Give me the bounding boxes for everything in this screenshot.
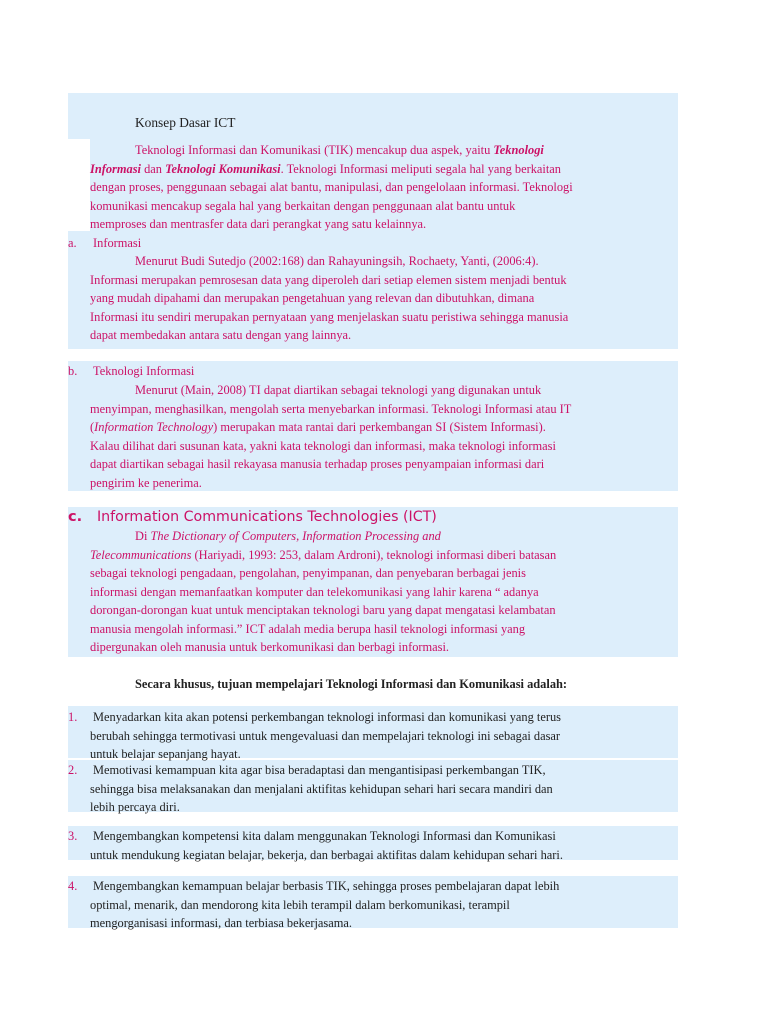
text-run: Menurut Budi Sutedjo (2002:168) dan Rahayuningsih, Rochaety, Yanti, (2006:4). bbox=[135, 254, 539, 268]
goal-item bbox=[90, 877, 678, 933]
goal-marker: 4. bbox=[68, 879, 78, 893]
text-run: manusia mengolah informasi.” ICT adalah media berupa hasil teknologi informasi yang bbox=[90, 621, 526, 636]
text-run: komunikasi mencakup segala hal yang berkaitan dengan penggunaan alat bantu untuk bbox=[90, 198, 516, 213]
section-b-heading: Teknologi Informasi bbox=[93, 364, 195, 378]
page-title: Konsep Dasar ICT bbox=[135, 115, 236, 130]
paragraph-line bbox=[90, 638, 678, 657]
text-run: dapat membedakan antara satu dengan yang lainnya. bbox=[90, 328, 352, 342]
paragraph-line bbox=[90, 308, 678, 327]
goal-line: Mengembangkan kompetensi kita dalam menggunakan Teknologi Informasi dan Komunikasi bbox=[93, 829, 556, 843]
section-a-paragraph bbox=[90, 252, 678, 345]
text-run: yang mudah dipahami dan merupakan pengetahuan yang relevan dan dibutuhkan, dimana bbox=[90, 291, 535, 305]
paragraph-line bbox=[90, 215, 678, 234]
text-run: Di bbox=[135, 529, 151, 543]
goal-line: Memotivasi kemampuan kita agar bisa beradaptasi dan mengantisipasi perkembangan TIK, bbox=[93, 763, 546, 777]
text-run: menyimpan, menghasilkan, mengolah serta menyebarkan informasi. Teknologi Informasi atau IT bbox=[90, 401, 572, 416]
text-run: informasi dengan memanfaatkan komputer dan telekomunikasi yang lahir karena “ adanya bbox=[90, 584, 539, 599]
goal-item bbox=[90, 761, 678, 817]
goal-line: lebih percaya diri. bbox=[90, 800, 180, 814]
paragraph-line bbox=[90, 381, 678, 400]
paragraph-line bbox=[90, 418, 678, 437]
text-run: memproses dan mentrasfer data dari perangkat yang satu kelainnya. bbox=[90, 217, 427, 231]
paragraph-line bbox=[90, 546, 678, 565]
goal-line: untuk mendukung kegiatan belajar, bekerja, dan berbagai aktifitas dalam kehidupan sehari hari. bbox=[90, 847, 563, 862]
goal-marker: 1. bbox=[68, 710, 78, 724]
paragraph-line bbox=[90, 564, 678, 583]
text-run: . Teknologi Informasi meliputi segala hal yang berkaitan bbox=[280, 161, 561, 176]
text-run: dorongan-dorongan kuat untuk menciptakan teknologi baru yang dapat mengatasi kelambatan bbox=[90, 603, 556, 617]
text-run: Menurut (Main, 2008) TI dapat diartikan sebagai teknologi yang digunakan untuk bbox=[135, 383, 542, 397]
section-c-marker: c. bbox=[68, 509, 83, 525]
text-run: Informasi bbox=[90, 161, 141, 176]
paragraph-line bbox=[90, 160, 678, 179]
text-run: dengan proses, penggunaan sebagai alat bantu, manipulasi, dan pengelolaan informasi. Teknologi bbox=[90, 180, 573, 194]
text-run: Teknologi Informasi dan Komunikasi (TIK) mencakup dua aspek, yaitu bbox=[135, 143, 494, 157]
text-run: ) merupakan mata rantai dari perkembangan SI (Sistem Informasi). bbox=[213, 420, 546, 434]
text-run: Telecommunications bbox=[90, 547, 192, 562]
text-run: Teknologi Komunikasi bbox=[165, 161, 281, 176]
text-run: (Hariyadi, 1993: 253, dalam Ardroni), teknologi informasi diberi batasan bbox=[191, 547, 557, 562]
text-run: ( bbox=[90, 420, 95, 434]
goal-line: berubah sehingga termotivasi untuk mengevaluasi dan mempelajari teknologi ini sebagai dasar bbox=[90, 728, 561, 743]
paragraph-line bbox=[90, 271, 678, 290]
section-b-paragraph bbox=[90, 381, 678, 492]
text-run: dipergunakan oleh manusia untuk berkomunikasi dan berbagi informasi. bbox=[90, 640, 450, 654]
paragraph-line bbox=[90, 400, 678, 419]
text-run: Informasi merupakan pemrosesan data yang diperoleh dari setiap elemen sistem menjadi bentuk bbox=[90, 272, 567, 287]
goal-marker: 2. bbox=[68, 763, 78, 777]
text-run: Information Technology bbox=[94, 420, 214, 434]
paragraph-line bbox=[90, 620, 678, 639]
paragraph-line bbox=[90, 474, 678, 493]
goal-line: sehingga bisa melaksanakan dan menjalani aktifitas kehidupan sehari hari secara mandiri dan bbox=[90, 781, 553, 796]
paragraph-line bbox=[90, 197, 678, 216]
goal-line: optimal, menarik, dan mendorong kita lebih terampil dalam berkomunikasi, terampil bbox=[90, 897, 510, 912]
section-b-marker: b. bbox=[68, 364, 78, 378]
text-run: dan bbox=[140, 161, 166, 176]
paragraph-line bbox=[90, 289, 678, 308]
intro-paragraph bbox=[90, 141, 678, 234]
paragraph-line bbox=[90, 437, 678, 456]
paragraph-line bbox=[90, 141, 678, 160]
goal-item bbox=[90, 827, 678, 864]
paragraph-line bbox=[90, 178, 678, 197]
text-run: Informasi itu sendiri merupakan pernyataan yang menjelaskan suatu peristiwa sehingga manusia bbox=[90, 309, 569, 324]
section-a-marker: a. bbox=[68, 236, 77, 250]
goal-marker: 3. bbox=[68, 829, 78, 843]
goal-line: Mengembangkan kemampuan belajar berbasis TIK, sehingga proses pembelajaran dapat lebih bbox=[93, 879, 560, 893]
section-c-paragraph bbox=[90, 527, 678, 657]
goal-line: Menyadarkan kita akan potensi perkembangan teknologi informasi dan komunikasi yang terus bbox=[93, 710, 561, 724]
text-run: The Dictionary of Computers, Information Processing and bbox=[150, 529, 441, 543]
goal-line: untuk belajar sepanjang hayat. bbox=[90, 747, 241, 761]
text-run: Teknologi bbox=[493, 143, 544, 157]
paragraph-line bbox=[90, 601, 678, 620]
paragraph-line bbox=[90, 455, 678, 474]
paragraph-line bbox=[90, 527, 678, 546]
section-c-heading: Information Communications Technologies (ICT) bbox=[97, 509, 437, 525]
text-run: pengirim ke penerima. bbox=[90, 475, 202, 490]
text-run: sebagai teknologi pengadaan, pengolahan, penyimpanan, dan penyebaran berbagai jenis bbox=[90, 566, 526, 580]
goal-line: mengorganisasi informasi, dan terbiasa bekerjasama. bbox=[90, 916, 352, 930]
paragraph-line bbox=[90, 326, 678, 345]
paragraph-line bbox=[90, 583, 678, 602]
text-run: dapat diartikan sebagai hasil rekayasa manusia terhadap proses penyampaian informasi dari bbox=[90, 457, 545, 471]
text-run: Kalau dilihat dari susunan kata, yakni kata teknologi dan informasi, maka teknologi informasi bbox=[90, 438, 556, 453]
goal-item bbox=[90, 708, 678, 764]
paragraph-line bbox=[90, 252, 678, 271]
section-a-heading: Informasi bbox=[93, 236, 142, 250]
goals-heading: Secara khusus, tujuan mempelajari Teknologi Informasi dan Komunikasi adalah: bbox=[135, 677, 568, 691]
